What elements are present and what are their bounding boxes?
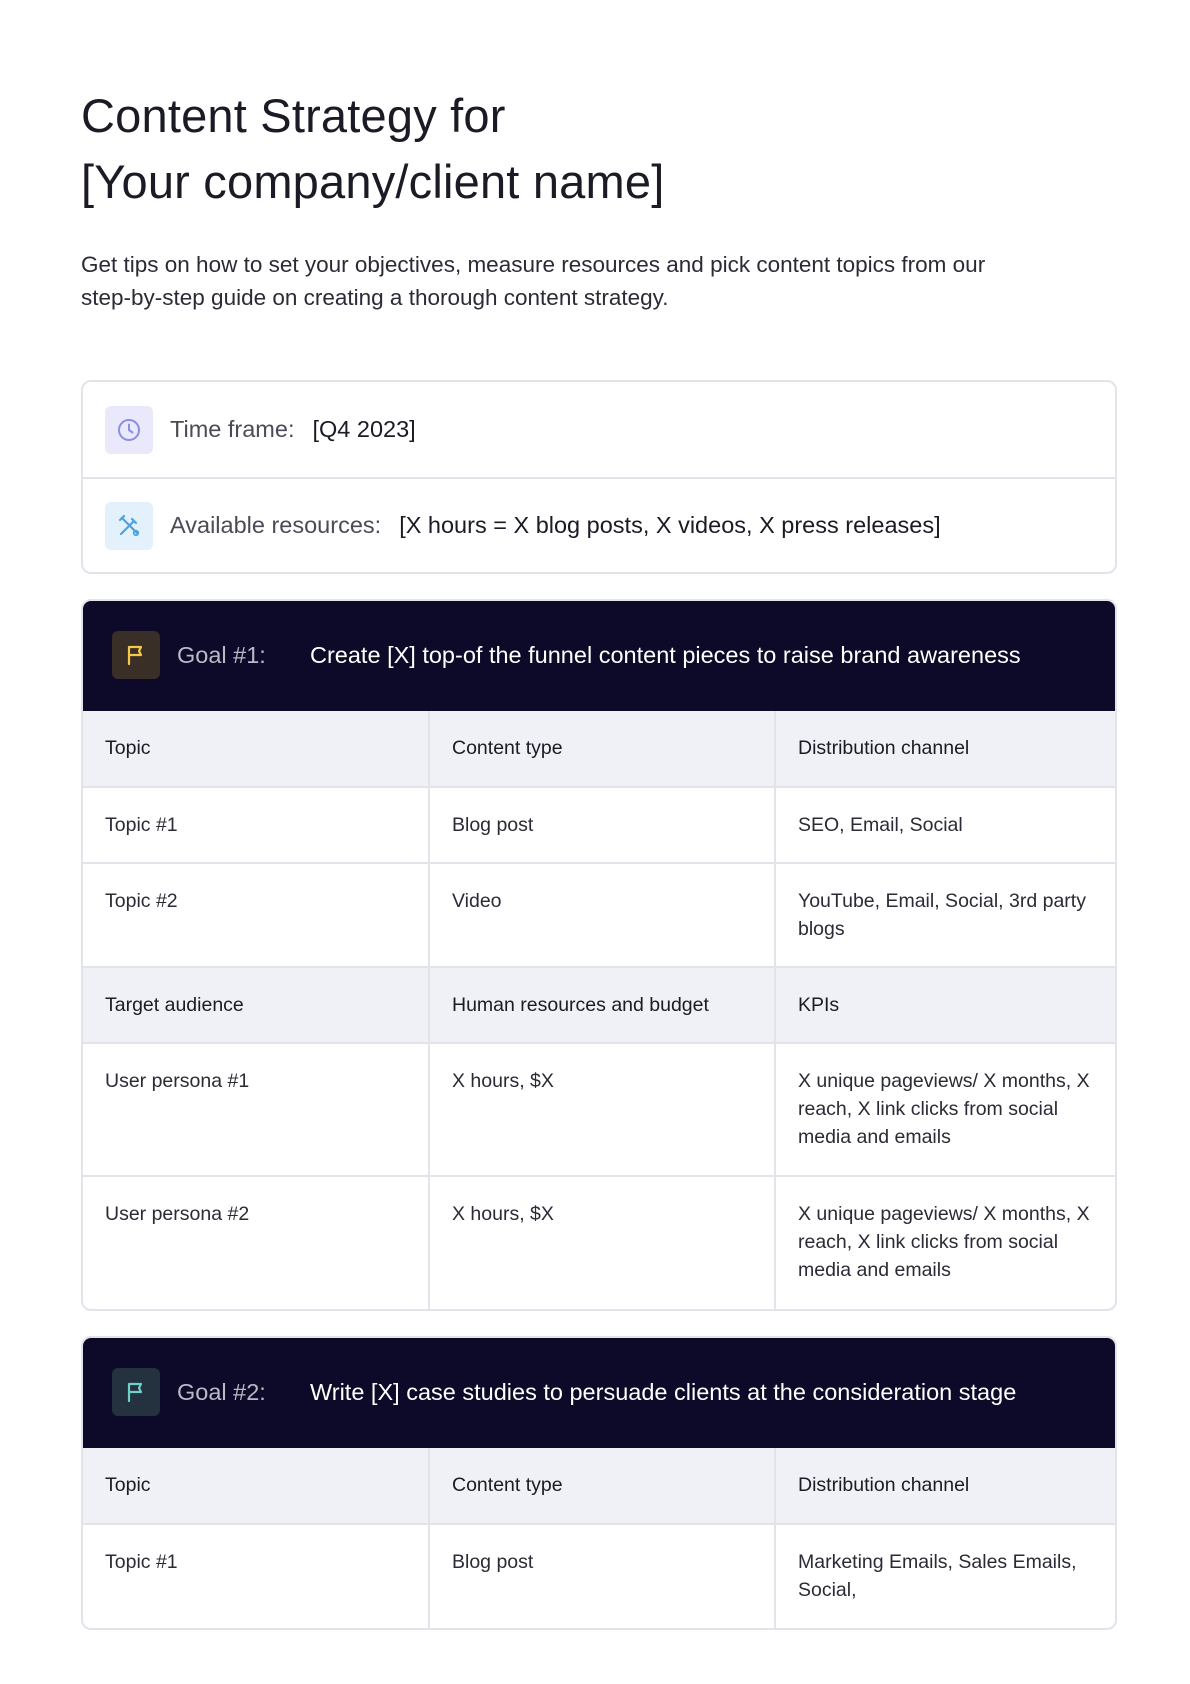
table-cell: Topic #1 xyxy=(83,787,429,863)
resources-value: [X hours = X blog posts, X videos, X press releases] xyxy=(399,512,941,538)
goal-1-table xyxy=(83,711,1115,1309)
goal-2-table xyxy=(83,1448,1115,1628)
table-cell: YouTube, Email, Social, 3rd party blogs xyxy=(775,863,1115,967)
table-row xyxy=(83,1043,1115,1176)
goal-2-card xyxy=(81,1336,1117,1630)
table-row xyxy=(83,787,1115,863)
goal-1-card xyxy=(81,599,1117,1311)
table-cell: X hours, $X xyxy=(429,1176,775,1309)
page-title-line-2: [Your company/client name] xyxy=(81,155,665,208)
table-row xyxy=(83,1524,1115,1628)
table-cell: SEO, Email, Social xyxy=(775,787,1115,863)
flag-icon xyxy=(112,631,160,679)
table-cell: Topic #2 xyxy=(83,863,429,967)
timeframe-value: [Q4 2023] xyxy=(312,416,416,442)
table-cell: X unique pageviews/ X months, X reach, X link clicks from social media and emails xyxy=(775,1176,1115,1309)
info-card xyxy=(81,380,1117,574)
table-cell: User persona #2 xyxy=(83,1176,429,1309)
table-cell: Topic #1 xyxy=(83,1524,429,1628)
resources-row xyxy=(83,477,1115,572)
goal-1-text: Create [X] top-of the funnel content pieces to raise brand awareness xyxy=(310,641,1021,668)
page-subtitle xyxy=(81,248,1081,314)
column-header: Human resources and budget xyxy=(429,967,775,1043)
table-header-row xyxy=(83,967,1115,1043)
flag-icon xyxy=(112,1368,160,1416)
column-header: Topic xyxy=(83,1448,429,1524)
clock-icon xyxy=(105,406,153,454)
table-cell: X hours, $X xyxy=(429,1043,775,1176)
goal-2-label: Goal #2: xyxy=(177,1378,266,1405)
goal-2-text: Write [X] case studies to persuade clients at the consideration stage xyxy=(310,1378,1017,1405)
column-header: KPIs xyxy=(775,967,1115,1043)
table-cell: User persona #1 xyxy=(83,1043,429,1176)
subtitle-line-2: step-by-step guide on creating a thorough content strategy. xyxy=(81,285,669,310)
goal-1-label: Goal #1: xyxy=(177,641,266,668)
page-title xyxy=(81,83,1109,215)
table-header-row xyxy=(83,711,1115,787)
table-header-row xyxy=(83,1448,1115,1524)
column-header: Target audience xyxy=(83,967,429,1043)
table-cell: Blog post xyxy=(429,787,775,863)
table-cell: Marketing Emails, Sales Emails, Social, xyxy=(775,1524,1115,1628)
column-header: Topic xyxy=(83,711,429,787)
subtitle-line-1: Get tips on how to set your objectives, measure resources and pick content topics from our xyxy=(81,252,986,277)
table-row xyxy=(83,1176,1115,1309)
goal-1-header xyxy=(81,599,1117,711)
tools-icon xyxy=(105,502,153,550)
timeframe-row xyxy=(83,382,1115,477)
column-header: Content type xyxy=(429,1448,775,1524)
table-cell: Blog post xyxy=(429,1524,775,1628)
table-cell: X unique pageviews/ X months, X reach, X link clicks from social media and emails xyxy=(775,1043,1115,1176)
column-header: Distribution channel xyxy=(775,711,1115,787)
table-cell: Video xyxy=(429,863,775,967)
table-row xyxy=(83,863,1115,967)
column-header: Content type xyxy=(429,711,775,787)
timeframe-label: Time frame: xyxy=(170,416,295,442)
goal-2-header xyxy=(81,1336,1117,1448)
column-header: Distribution channel xyxy=(775,1448,1115,1524)
page-title-line-1: Content Strategy for xyxy=(81,89,506,142)
resources-label: Available resources: xyxy=(170,512,382,538)
